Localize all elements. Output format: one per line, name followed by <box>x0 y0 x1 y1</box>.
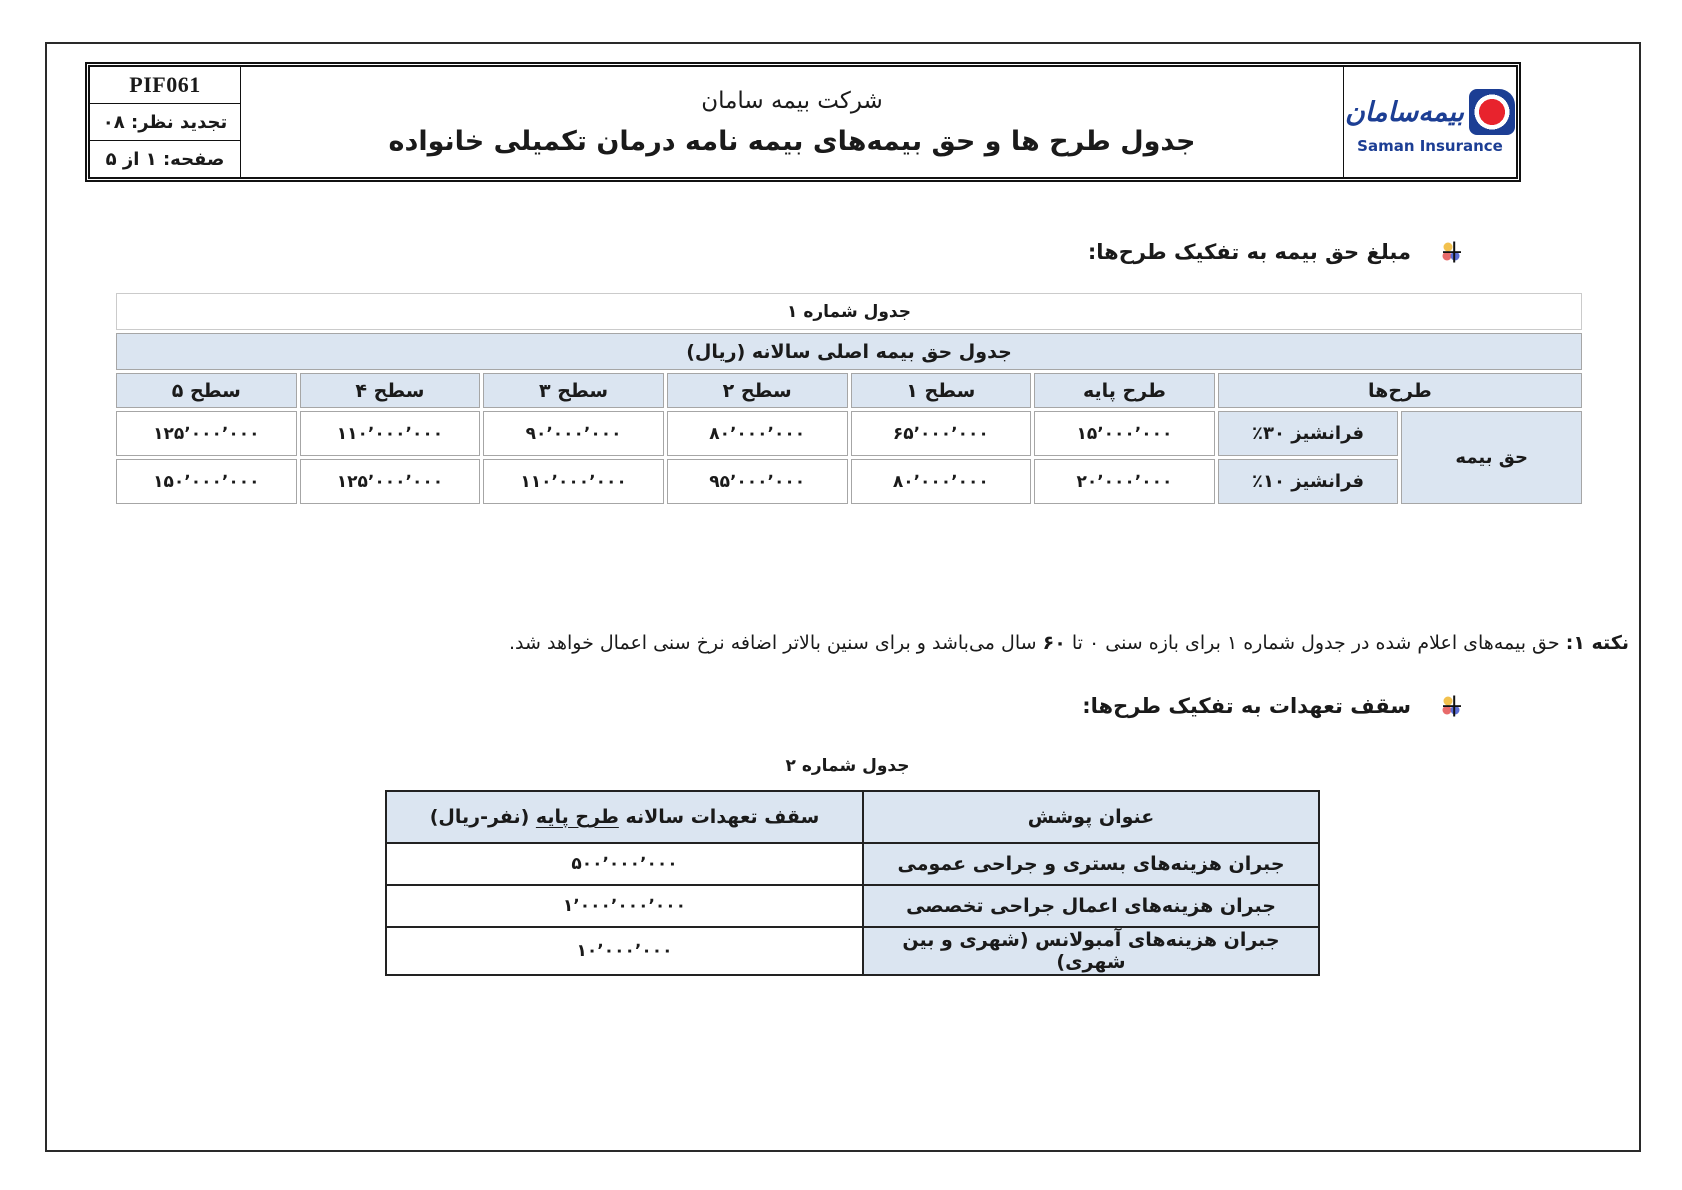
company-name: شرکت بیمه سامان <box>701 87 883 114</box>
table-row-franchise-30 <box>116 411 1582 456</box>
saman-logo-icon <box>1469 89 1515 135</box>
col-header-level3: سطح ۳ <box>483 373 664 408</box>
header-title-block <box>241 67 1343 177</box>
premium-heading-text: مبلغ حق بیمه به تفکیک طرح‌ها: <box>1087 240 1411 264</box>
cap-header-underlined: طرح پایه <box>535 806 619 828</box>
company-logo <box>1343 67 1516 177</box>
cap-header-suffix: (نفر-ریال) <box>429 806 530 828</box>
premium-value: ۸۰٬۰۰۰٬۰۰۰ <box>667 411 848 456</box>
obligations-table-container <box>385 790 1310 976</box>
premium-value: ۱۵٬۰۰۰٬۰۰۰ <box>1034 411 1215 456</box>
premium-table-container <box>113 290 1585 507</box>
logo-english-wordmark: Saman Insurance <box>1357 137 1503 155</box>
cap-header-prefix: سقف تعهدات سالانه <box>625 806 820 828</box>
coverage-cap-value: ۱٬۰۰۰٬۰۰۰٬۰۰۰ <box>386 885 863 927</box>
table-row-ambulance <box>386 927 1319 975</box>
premium-value: ۱۲۵٬۰۰۰٬۰۰۰ <box>300 459 481 504</box>
premium-value: ۲۰٬۰۰۰٬۰۰۰ <box>1034 459 1215 504</box>
premium-value: ۶۵٬۰۰۰٬۰۰۰ <box>851 411 1032 456</box>
row-label-franchise-10: فرانشیز ۱۰٪ <box>1218 459 1399 504</box>
note-label: نکته ۱: <box>1565 632 1629 654</box>
row-group-premium: حق بیمه <box>1401 411 1582 504</box>
decorative-bullet-icon <box>1441 241 1463 263</box>
col-header-plans: طرح‌ها <box>1218 373 1582 408</box>
table-row-specialized-surgery <box>386 885 1319 927</box>
table2-caption: جدول شماره ۲ <box>785 756 910 776</box>
obligations-heading-text: سقف تعهدات به تفکیک طرح‌ها: <box>1082 694 1411 718</box>
row-label-franchise-30: فرانشیز ۳۰٪ <box>1218 411 1399 456</box>
premium-value: ۱۲۵٬۰۰۰٬۰۰۰ <box>116 411 297 456</box>
premium-table <box>113 290 1585 507</box>
revision-label: تجدید نظر: ۰۸ <box>90 104 240 141</box>
note-text-end: سال می‌باشد و برای سنین بالاتر اضافه نرخ سنی اعمال خواهد شد. <box>509 632 1037 654</box>
note-highlight: ۶۰ <box>1042 632 1066 654</box>
table-row-hospitalization <box>386 843 1319 885</box>
coverage-title: جبران هزینه‌های بستری و جراحی عمومی <box>863 843 1319 885</box>
col-header-level4: سطح ۴ <box>300 373 481 408</box>
page-frame <box>45 42 1641 1152</box>
premium-value: ۹۰٬۰۰۰٬۰۰۰ <box>483 411 664 456</box>
logo-row <box>1345 89 1515 135</box>
page-number-label: صفحه: ۱ از ۵ <box>105 148 225 170</box>
document-header <box>85 62 1521 182</box>
table-title-row <box>116 333 1582 370</box>
logo-persian-wordmark: بیمه‌سامان <box>1344 96 1465 128</box>
col-header-level1: سطح ۱ <box>851 373 1032 408</box>
table1-caption: جدول شماره ۱ <box>116 293 1582 330</box>
premium-value: ۱۱۰٬۰۰۰٬۰۰۰ <box>483 459 664 504</box>
coverage-title: جبران هزینه‌های اعمال جراحی تخصصی <box>863 885 1319 927</box>
note-text-start: حق بیمه‌های اعلام شده در جدول شماره ۱ برای بازه سنی ۰ تا <box>1071 632 1560 654</box>
premium-value: ۱۱۰٬۰۰۰٬۰۰۰ <box>300 411 481 456</box>
col-header-base-plan: طرح پایه <box>1034 373 1215 408</box>
decorative-bullet-icon <box>1441 695 1463 717</box>
premium-value: ۱۵۰٬۰۰۰٬۰۰۰ <box>116 459 297 504</box>
table-header-row <box>116 373 1582 408</box>
coverage-cap-value: ۵۰۰٬۰۰۰٬۰۰۰ <box>386 843 863 885</box>
col-header-level5: سطح ۵ <box>116 373 297 408</box>
coverage-cap-value: ۱۰٬۰۰۰٬۰۰۰ <box>386 927 863 975</box>
premium-value: ۹۵٬۰۰۰٬۰۰۰ <box>667 459 848 504</box>
col-header-cap <box>386 791 863 843</box>
table-header-row <box>386 791 1319 843</box>
doc-code: PIF061 <box>90 67 240 104</box>
premium-value: ۸۰٬۰۰۰٬۰۰۰ <box>851 459 1032 504</box>
obligations-table <box>385 790 1320 976</box>
col-header-coverage: عنوان پوشش <box>863 791 1319 843</box>
table1-title: جدول حق بیمه اصلی سالانه (ریال) <box>116 333 1582 370</box>
note-1 <box>147 632 1629 654</box>
col-header-level2: سطح ۲ <box>667 373 848 408</box>
document-title: جدول طرح ها و حق بیمه‌های بیمه نامه درمان تکمیلی خانواده <box>388 125 1196 157</box>
coverage-title: جبران هزینه‌های آمبولانس (شهری و بین شهری) <box>863 927 1319 975</box>
table-caption-row <box>116 293 1582 330</box>
obligations-section-heading <box>1082 694 1463 718</box>
premium-section-heading <box>1088 240 1463 264</box>
document-info-block <box>90 67 241 177</box>
table-row-franchise-10 <box>116 459 1582 504</box>
